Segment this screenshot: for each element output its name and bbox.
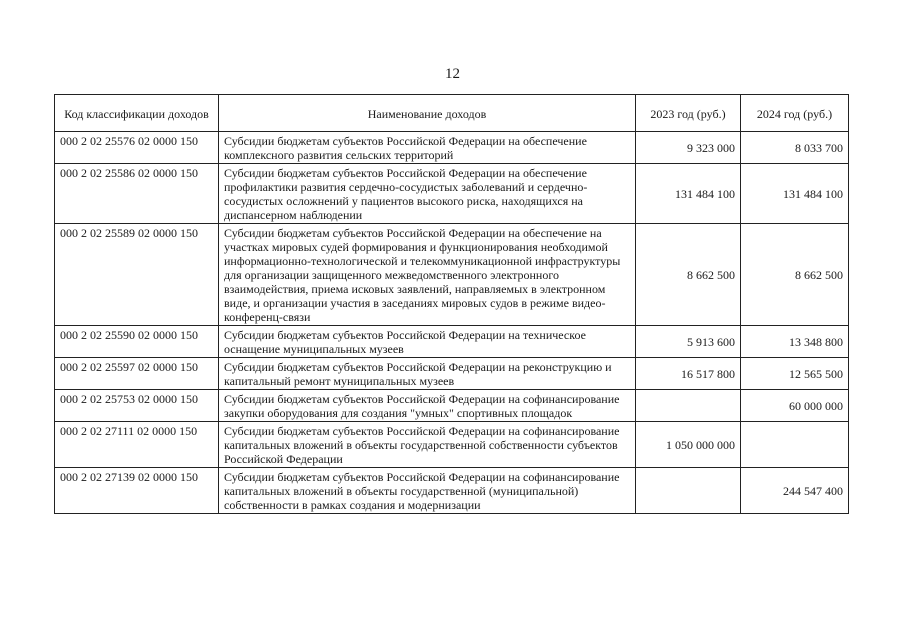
- row-amount-2024: 8 662 500: [741, 224, 849, 326]
- header-2023: 2023 год (руб.): [636, 95, 741, 132]
- table-header-row: [55, 95, 849, 132]
- table-row: [55, 326, 849, 358]
- row-amount-2023: [636, 390, 741, 422]
- row-amount-2023: 8 662 500: [636, 224, 741, 326]
- row-amount-2024: 60 000 000: [741, 390, 849, 422]
- row-code: 000 2 02 25586 02 0000 150: [55, 164, 219, 224]
- row-name: Субсидии бюджетам субъектов Российской Федерации на софинансирование капитальных вложений в объекты государственной (муниципальной) собственности в рамках создания и модернизации: [219, 468, 636, 514]
- table-row: [55, 132, 849, 164]
- row-amount-2023: [636, 468, 741, 514]
- row-amount-2024: 13 348 800: [741, 326, 849, 358]
- row-name: Субсидии бюджетам субъектов Российской Федерации на обеспечение комплексного развития сельских территорий: [219, 132, 636, 164]
- row-name: Субсидии бюджетам субъектов Российской Федерации на обеспечение профилактики развития сердечно-сосудистых заболеваний и сердечно-сосудистых осложнений у пациентов высокого риска, находящихся на диспансерном наблюдении: [219, 164, 636, 224]
- table-row: [55, 422, 849, 468]
- row-name: Субсидии бюджетам субъектов Российской Федерации на софинансирование закупки оборудования для создания "умных" спортивных площадок: [219, 390, 636, 422]
- row-amount-2024: 244 547 400: [741, 468, 849, 514]
- row-code: 000 2 02 25597 02 0000 150: [55, 358, 219, 390]
- row-code: 000 2 02 25753 02 0000 150: [55, 390, 219, 422]
- row-code: 000 2 02 25590 02 0000 150: [55, 326, 219, 358]
- header-name: Наименование доходов: [219, 95, 636, 132]
- row-name: Субсидии бюджетам субъектов Российской Федерации на реконструкцию и капитальный ремонт муниципальных музеев: [219, 358, 636, 390]
- row-code: 000 2 02 25576 02 0000 150: [55, 132, 219, 164]
- table-row: [55, 468, 849, 514]
- row-name: Субсидии бюджетам субъектов Российской Федерации на техническое оснащение муниципальных музеев: [219, 326, 636, 358]
- row-amount-2023: 9 323 000: [636, 132, 741, 164]
- row-code: 000 2 02 27111 02 0000 150: [55, 422, 219, 468]
- row-amount-2024: 12 565 500: [741, 358, 849, 390]
- row-amount-2023: 16 517 800: [636, 358, 741, 390]
- row-amount-2024: 131 484 100: [741, 164, 849, 224]
- table-row: [55, 224, 849, 326]
- header-2024: 2024 год (руб.): [741, 95, 849, 132]
- row-amount-2024: [741, 422, 849, 468]
- income-table: [54, 94, 849, 514]
- row-name: Субсидии бюджетам субъектов Российской Федерации на обеспечение на участках мировых судей формирования и функционирования необходимой информационно-технологической и телекоммуникационной инфраструктуры для организации защищенного межведомственного электронного взаимодействия, приема исковых заявлений, направляемых в электронном виде, и организации участия в заседаниях мировых судов в режиме видео-конференц-связи: [219, 224, 636, 326]
- table-row: [55, 390, 849, 422]
- row-name: Субсидии бюджетам субъектов Российской Федерации на софинансирование капитальных вложений в объекты государственной собственности субъектов Российской Федерации: [219, 422, 636, 468]
- table-row: [55, 164, 849, 224]
- page-number: 12: [445, 66, 460, 82]
- row-code: 000 2 02 27139 02 0000 150: [55, 468, 219, 514]
- row-amount-2023: 131 484 100: [636, 164, 741, 224]
- table-row: [55, 358, 849, 390]
- header-code: Код классификации доходов: [55, 95, 219, 132]
- row-amount-2023: 1 050 000 000: [636, 422, 741, 468]
- row-amount-2024: 8 033 700: [741, 132, 849, 164]
- row-amount-2023: 5 913 600: [636, 326, 741, 358]
- row-code: 000 2 02 25589 02 0000 150: [55, 224, 219, 326]
